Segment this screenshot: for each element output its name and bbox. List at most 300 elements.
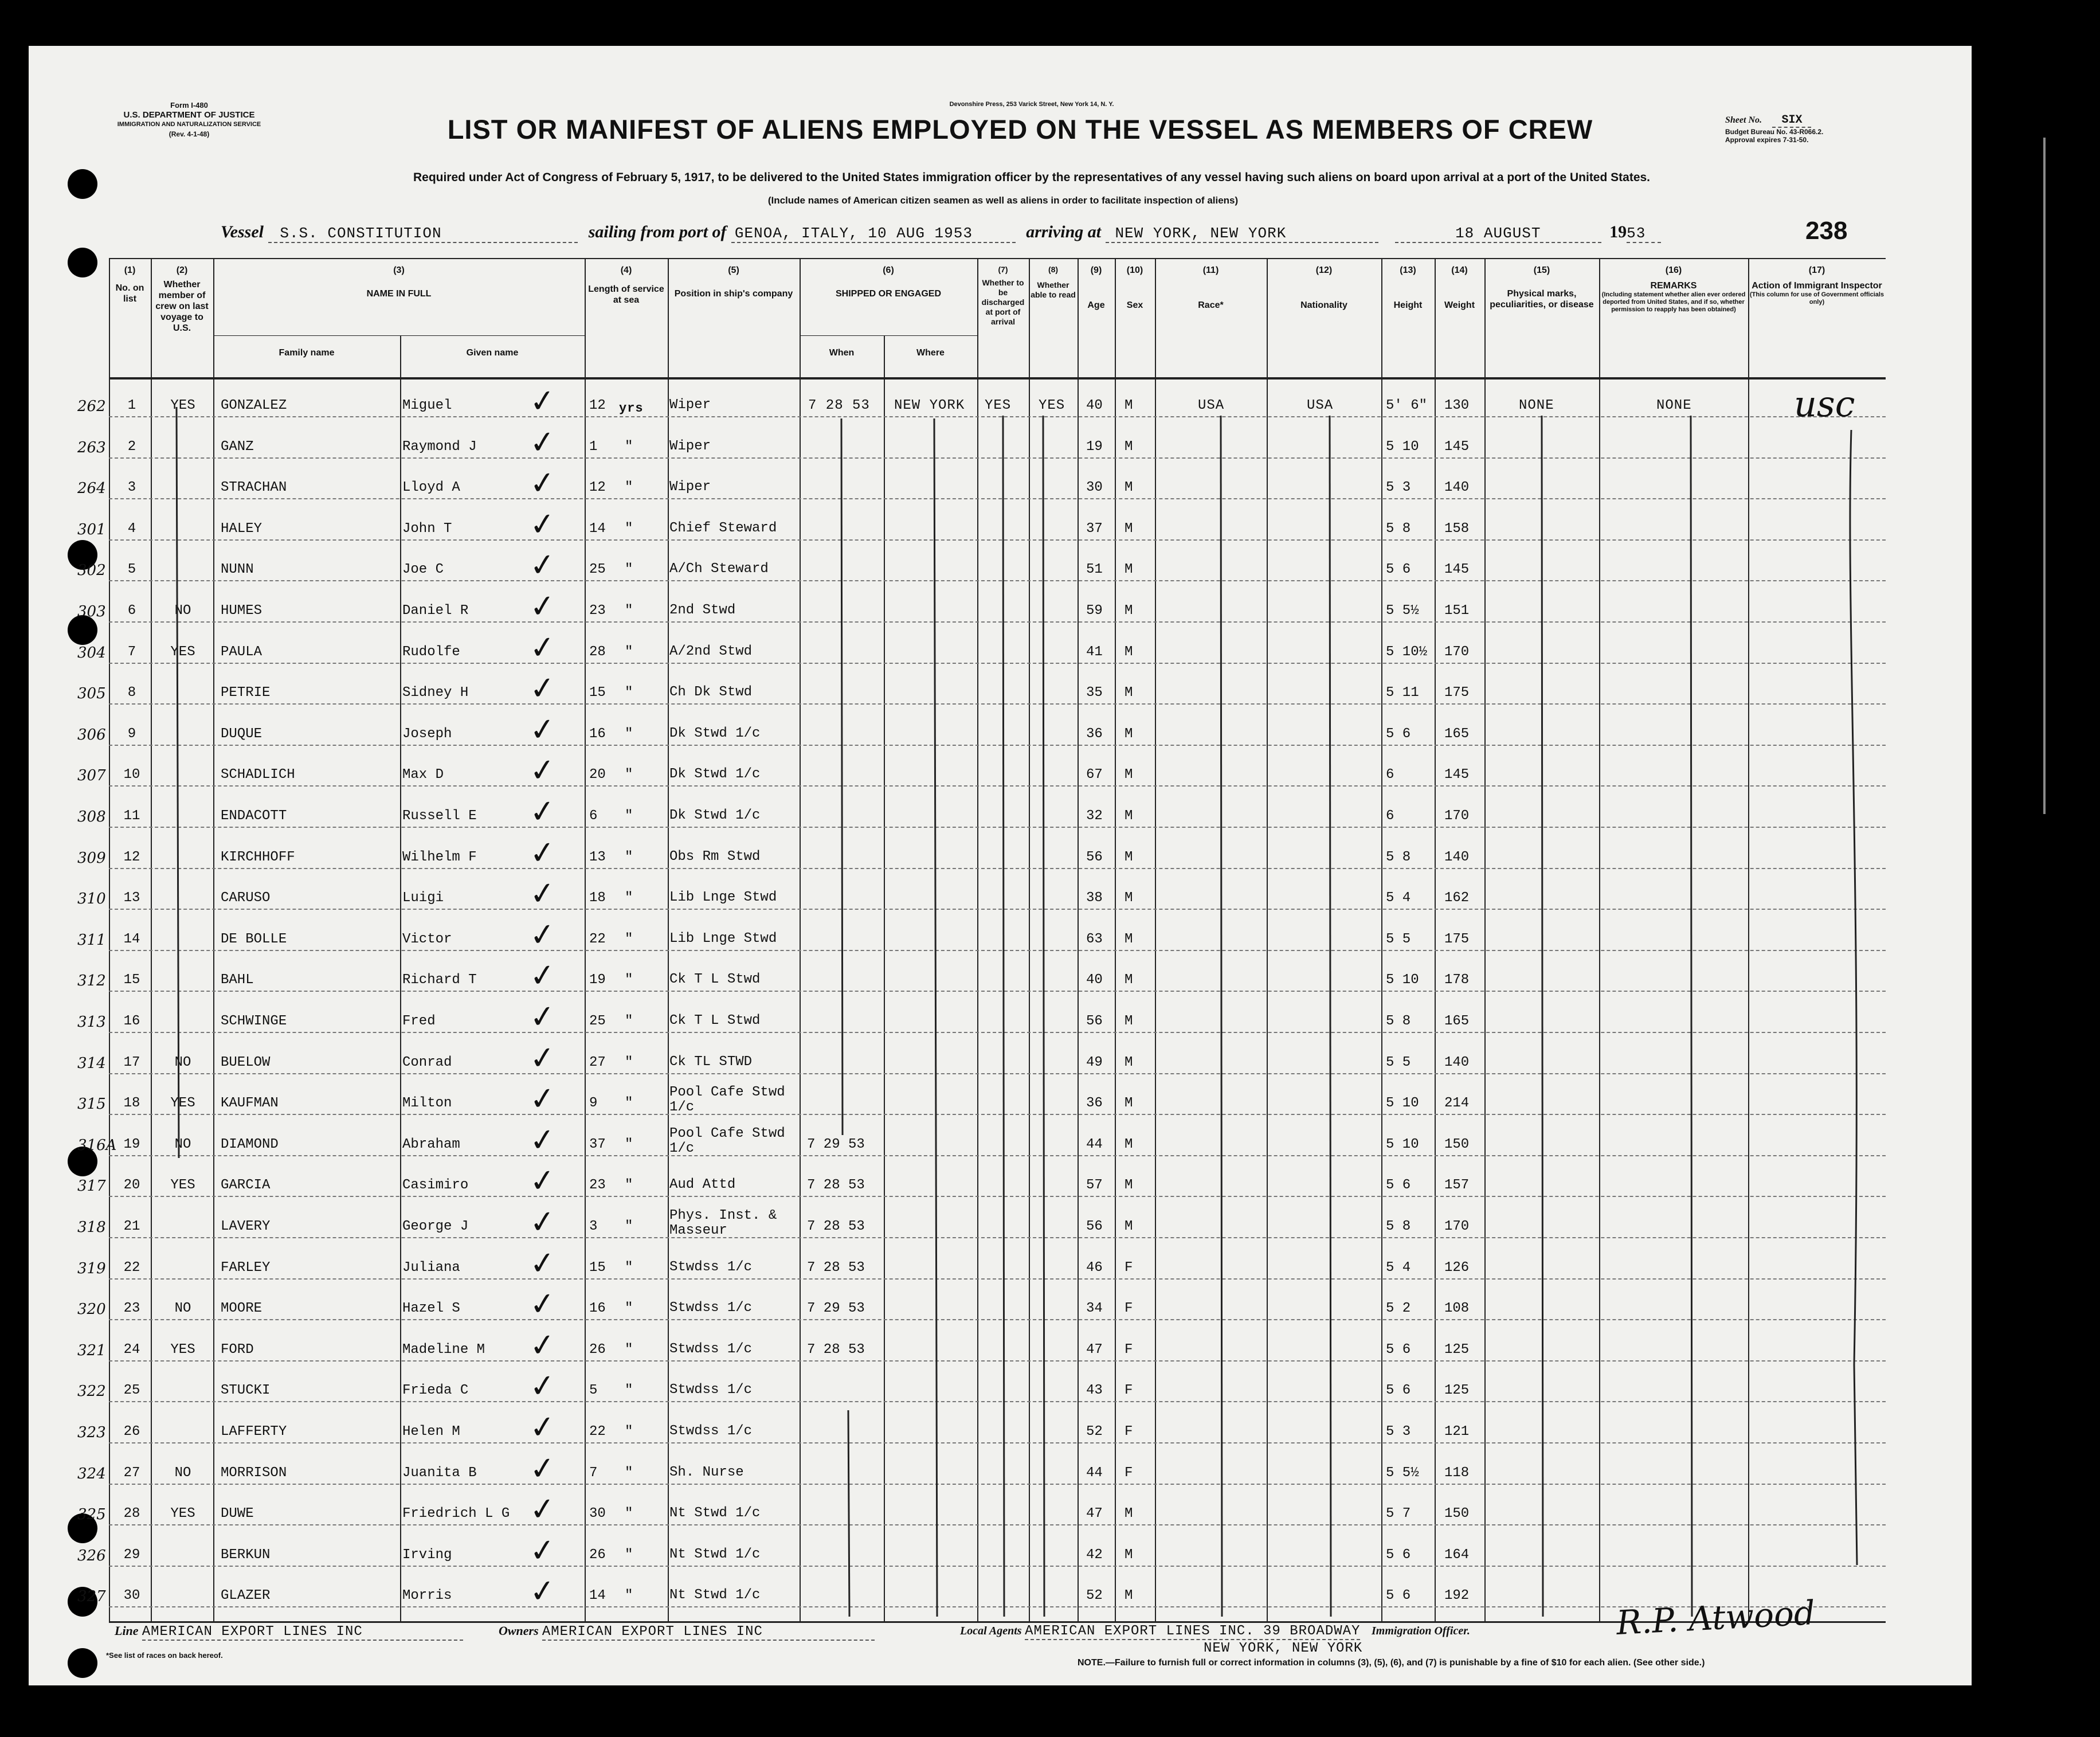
arrival-year: 53 — [1627, 225, 1661, 243]
cell-family: DUWE — [221, 1506, 254, 1522]
cell-service: 22 — [589, 931, 606, 947]
cell-crew: YES — [170, 1506, 195, 1522]
sheet-label: Sheet No. — [1725, 115, 1762, 125]
col-12-header: (12) Nationality — [1300, 265, 1347, 310]
cell-height: 5 6 — [1386, 562, 1411, 578]
cell-family: MOORE — [221, 1301, 262, 1317]
cell-given: Fred — [402, 1014, 436, 1029]
cell-ref: 305 — [77, 685, 106, 703]
cell-family: DIAMOND — [221, 1136, 279, 1152]
cell-no: 19 — [123, 1136, 140, 1152]
cell-height: 5 10 — [1386, 972, 1419, 988]
cell-crew: NO — [174, 1136, 191, 1152]
cell-given: Sidney H — [402, 685, 469, 701]
cell-age: 40 — [1086, 398, 1103, 413]
col-6-header: (6) SHIPPED OR ENGAGED — [835, 265, 942, 299]
cell-given: Joe C — [402, 562, 444, 578]
cell-height: 5 10 — [1386, 1136, 1419, 1152]
ditto-mark: " — [625, 972, 633, 988]
cell-service: 30 — [589, 1506, 606, 1522]
cell-sex: M — [1125, 767, 1133, 783]
checkmark-icon: ✓ — [527, 792, 558, 831]
checkmark-icon: ✓ — [527, 1325, 558, 1364]
checkmark-icon: ✓ — [527, 751, 558, 790]
ditto-mark: " — [625, 562, 633, 578]
cell-ref: 310 — [77, 890, 106, 908]
ditto-mark: " — [625, 1424, 633, 1439]
cell-height: 5 3 — [1386, 1424, 1411, 1439]
cell-weight: 140 — [1444, 849, 1470, 865]
cell-no: 27 — [123, 1465, 140, 1481]
form-title: LIST OR MANIFEST OF ALIENS EMPLOYED ON THE VESSEL AS MEMBERS OF CREW — [447, 114, 1593, 144]
cell-ref: 312 — [77, 972, 106, 990]
cell-given: Helen M — [402, 1424, 460, 1439]
officer-label: Immigration Officer. — [1372, 1625, 1470, 1637]
checkmark-icon: ✓ — [527, 381, 558, 421]
cell-family: BUELOW — [221, 1054, 271, 1070]
cell-ref: 303 — [77, 603, 106, 620]
col-16-header: (16) REMARKS (Including statement whether alien ever ordered deported from United States, and if so, whether permission to reapply has been obtained) — [1601, 265, 1746, 313]
given-name-header: Given name — [466, 348, 519, 358]
cell-family: SCHADLICH — [221, 767, 295, 783]
agency-name: U.S. DEPARTMENT OF JUSTICE — [123, 110, 255, 120]
ditto-stroke-crew — [177, 407, 179, 1158]
first-race: USA — [1198, 398, 1225, 413]
cell-no: 26 — [123, 1424, 140, 1439]
cell-ref: 325 — [77, 1506, 106, 1524]
cell-height: 5 6 — [1386, 1341, 1411, 1357]
cell-crew: YES — [170, 1096, 195, 1112]
checkmark-icon: ✓ — [527, 1038, 558, 1077]
vessel-name: S.S. CONSTITUTION — [268, 225, 578, 243]
ditto-mark: " — [625, 1136, 633, 1152]
ditto-mark: " — [625, 1547, 633, 1563]
cell-family: LAFFERTY — [221, 1424, 287, 1439]
cell-sex: M — [1125, 1096, 1133, 1112]
cell-height: 5 3 — [1386, 480, 1411, 496]
cell-given: Wilhelm F — [402, 849, 477, 865]
cell-age: 57 — [1086, 1177, 1103, 1194]
cell-sex: M — [1125, 644, 1133, 660]
cell-age: 38 — [1086, 890, 1103, 906]
cell-height: 5 4 — [1386, 890, 1411, 906]
cell-height: 5 6 — [1386, 1588, 1411, 1604]
budget-bureau: Budget Bureau No. 43-R066.2. — [1725, 128, 1824, 136]
ditto-stroke-when-2 — [848, 1410, 849, 1617]
cell-service: 23 — [589, 603, 606, 619]
checkmark-icon: ✓ — [527, 1572, 558, 1611]
cell-service: 18 — [589, 890, 606, 906]
cell-weight: 165 — [1444, 726, 1470, 742]
cell-sex: M — [1125, 808, 1133, 824]
cell-age: 36 — [1086, 726, 1103, 742]
cell-no: 13 — [123, 890, 140, 906]
ditto-mark: " — [625, 1259, 633, 1276]
cell-age: 59 — [1086, 603, 1103, 619]
cell-ref: 315 — [77, 1096, 106, 1113]
cell-no: 14 — [123, 931, 140, 947]
agents-label: Local Agents — [960, 1625, 1022, 1637]
col-10-header: (10) Sex — [1126, 265, 1143, 310]
cell-position: Sh. Nurse — [669, 1464, 744, 1480]
cell-given: George J — [402, 1219, 469, 1234]
cell-height: 6 — [1386, 808, 1394, 824]
cell-ref: 306 — [77, 726, 106, 744]
cell-position: Obs Rm Stwd — [669, 848, 761, 864]
cell-age: 47 — [1086, 1506, 1103, 1522]
cell-family: KIRCHHOFF — [221, 849, 295, 865]
cell-position: Stwdss 1/c — [669, 1259, 753, 1275]
ditto-mark: " — [625, 1383, 633, 1399]
cell-position: Wiper — [669, 438, 711, 454]
cell-no: 1 — [127, 398, 136, 413]
cell-crew: YES — [170, 644, 195, 660]
cell-ref: 326 — [77, 1547, 106, 1564]
cell-height: 5 6 — [1386, 726, 1411, 742]
cell-family: GANZ — [221, 439, 254, 455]
cell-no: 18 — [123, 1096, 140, 1112]
cell-service: 9 — [589, 1096, 598, 1112]
cell-position: Pool Cafe Stwd 1/c — [669, 1085, 785, 1116]
col-1-header: (1) No. on list — [115, 265, 144, 304]
cell-sex: M — [1125, 562, 1133, 578]
ditto-mark: " — [625, 931, 633, 947]
cell-given: Raymond J — [402, 439, 477, 455]
ditto-mark: " — [625, 1177, 633, 1194]
line-label: Line — [115, 1623, 139, 1638]
cell-position: Stwdss 1/c — [669, 1300, 753, 1316]
cell-service: 23 — [589, 1177, 606, 1194]
cell-height: 5 5 — [1386, 1054, 1411, 1070]
cell-height: 5 11 — [1386, 685, 1419, 701]
checkmark-icon: ✓ — [527, 668, 558, 708]
cell-no: 23 — [123, 1301, 140, 1317]
cell-no: 17 — [123, 1054, 140, 1070]
cell-ref: 263 — [77, 439, 106, 456]
first-able-to-read: YES — [1039, 398, 1065, 413]
ditto-mark: " — [625, 1014, 633, 1029]
cell-ref: 302 — [77, 562, 106, 580]
cell-position: Dk Stwd 1/c — [669, 725, 761, 741]
cell-weight: 214 — [1444, 1096, 1470, 1112]
checkmark-icon: ✓ — [527, 1407, 558, 1447]
line-name: AMERICAN EXPORT LINES INC — [142, 1624, 463, 1641]
checkmark-icon: ✓ — [527, 1202, 558, 1242]
ditto-mark: " — [625, 890, 633, 906]
cell-ref: 262 — [77, 398, 106, 415]
footer-owners — [499, 1623, 875, 1641]
cell-height: 6 — [1386, 767, 1394, 783]
cell-sex: F — [1125, 1383, 1133, 1399]
cell-given: Madeline M — [402, 1341, 485, 1357]
cell-height: 5 8 — [1386, 1219, 1411, 1234]
cell-weight: 125 — [1444, 1383, 1470, 1399]
cell-sex: M — [1125, 398, 1133, 413]
cell-weight: 162 — [1444, 890, 1470, 906]
cell-when: 7 28 53 — [807, 1177, 865, 1194]
cell-height: 5 10½ — [1386, 644, 1428, 660]
cell-no: 30 — [123, 1588, 140, 1604]
owners-label: Owners — [499, 1623, 539, 1638]
cell-crew: NO — [174, 1465, 191, 1481]
margin-mark — [2043, 138, 2046, 814]
cell-weight: 130 — [1444, 398, 1470, 413]
col-17-header: (17) Action of Immigrant Inspector (This column for use of Government officials only) — [1749, 265, 1884, 306]
cell-ref: 314 — [77, 1054, 106, 1072]
ditto-stroke-where — [934, 418, 937, 1617]
ditto-mark: " — [625, 1506, 633, 1522]
cell-age: 52 — [1086, 1424, 1103, 1439]
cell-given: Joseph — [402, 726, 452, 742]
cell-age: 51 — [1086, 562, 1103, 578]
first-shipped-where: NEW YORK — [894, 398, 965, 413]
cell-age: 63 — [1086, 931, 1103, 947]
col-7-header: (7) Whether to be discharged at port of arrival — [981, 265, 1025, 326]
cell-service: 19 — [589, 972, 606, 988]
cell-position: Aud Attd — [669, 1177, 736, 1193]
cell-family: BERKUN — [221, 1547, 271, 1563]
col-4-header: (4) Length of service at sea — [588, 265, 664, 305]
cell-ref: 313 — [77, 1014, 106, 1031]
cell-family: CARUSO — [221, 890, 271, 906]
cell-position: Lib Lnge Stwd — [669, 890, 777, 906]
cell-no: 16 — [123, 1014, 140, 1029]
cell-no: 15 — [123, 972, 140, 988]
cell-position: Phys. Inst. & Masseur — [669, 1208, 777, 1238]
cell-sex: F — [1125, 1424, 1133, 1439]
cell-family: STRACHAN — [221, 480, 287, 496]
cell-weight: 170 — [1444, 1219, 1470, 1234]
cell-given: Russell E — [402, 808, 477, 824]
form-subnote: (Include names of American citizen seamen as well as aliens in order to facilitate inspection of aliens) — [767, 195, 1239, 206]
arriving-label: arriving at — [1026, 222, 1102, 241]
cell-crew: YES — [170, 398, 195, 413]
ditto-mark: " — [625, 1588, 633, 1604]
cell-age: 34 — [1086, 1301, 1103, 1317]
cell-given: Hazel S — [402, 1301, 460, 1317]
cell-service: 3 — [589, 1219, 598, 1234]
form-revision: (Rev. 4-1-48) — [169, 130, 210, 138]
cell-no: 9 — [127, 726, 136, 742]
cell-weight: 175 — [1444, 685, 1470, 701]
cell-ref: 327 — [77, 1588, 106, 1606]
cell-height: 5 5 — [1386, 931, 1411, 947]
cell-position: Chief Steward — [669, 520, 777, 536]
cell-given: Milton — [402, 1096, 452, 1112]
cell-weight: 118 — [1444, 1465, 1470, 1481]
cell-sex: F — [1125, 1301, 1133, 1317]
cell-crew: NO — [174, 1054, 191, 1070]
cell-no: 11 — [123, 808, 140, 824]
cell-position: Wiper — [669, 397, 711, 413]
cell-no: 22 — [123, 1259, 140, 1276]
col-2-header: (2) Whether member of crew on last voyage to U.S. — [155, 265, 209, 333]
cell-weight: 157 — [1444, 1177, 1470, 1194]
cell-position: Lib Lnge Stwd — [669, 930, 777, 946]
cell-family: DE BOLLE — [221, 931, 287, 947]
cell-age: 43 — [1086, 1383, 1103, 1399]
checkmark-icon: ✓ — [527, 1243, 558, 1282]
cell-age: 35 — [1086, 685, 1103, 701]
cell-ref: 318 — [77, 1219, 106, 1236]
cell-position: Nt Stwd 1/c — [669, 1546, 761, 1562]
cell-given: Conrad — [402, 1054, 452, 1070]
cell-position: Nt Stwd 1/c — [669, 1505, 761, 1521]
cell-age: 32 — [1086, 808, 1103, 824]
cell-age: 67 — [1086, 767, 1103, 783]
cell-family: FORD — [221, 1341, 254, 1357]
cell-crew: YES — [170, 1177, 195, 1194]
checkmark-icon: ✓ — [527, 956, 558, 995]
cell-sex: M — [1125, 521, 1133, 537]
cell-position: Ch Dk Stwd — [669, 684, 753, 701]
checkmark-icon: ✓ — [527, 463, 558, 503]
cell-ref: 264 — [77, 480, 106, 498]
checkmark-icon: ✓ — [527, 1489, 558, 1529]
cell-position: 2nd Stwd — [669, 603, 736, 618]
where-header: Where — [916, 348, 945, 358]
year-prefix: 19 — [1609, 222, 1627, 241]
cell-family: GLAZER — [221, 1588, 271, 1604]
vessel-label: Vessel — [221, 222, 264, 241]
cell-sex: M — [1125, 439, 1133, 455]
cell-service: 13 — [589, 849, 606, 865]
cell-sex: M — [1125, 1177, 1133, 1194]
ditto-mark: " — [625, 767, 633, 783]
ditto-mark: " — [625, 849, 633, 865]
manifest-sheet — [29, 46, 1972, 1685]
cell-age: 19 — [1086, 439, 1103, 455]
when-header: When — [829, 348, 855, 358]
cell-ref: 316A — [77, 1136, 117, 1154]
cell-weight: 150 — [1444, 1136, 1470, 1152]
cell-height: 5 5½ — [1386, 1465, 1419, 1481]
arrival-port: NEW YORK, NEW YORK — [1106, 225, 1378, 243]
cell-age: 41 — [1086, 644, 1103, 660]
cell-when: 7 29 53 — [807, 1301, 865, 1317]
cell-service: 14 — [589, 1588, 606, 1604]
form-subtitle: Required under Act of Congress of February 5, 1917, to be delivered to the United States immigration officer by the representatives of any vessel having such aliens on board upon arrival at a port of the United States. — [413, 171, 1651, 184]
cell-height: 5 10 — [1386, 439, 1419, 455]
cell-weight: 165 — [1444, 1014, 1470, 1029]
cell-no: 20 — [123, 1177, 140, 1194]
cell-no: 7 — [127, 644, 136, 660]
cell-service: 15 — [589, 1259, 606, 1276]
ditto-mark: " — [625, 480, 633, 496]
cell-age: 37 — [1086, 521, 1103, 537]
col-8-header: (8) Whether able to read — [1031, 265, 1076, 299]
ditto-mark: " — [625, 726, 633, 742]
cell-ref: 322 — [77, 1383, 106, 1400]
cell-family: SCHWINGE — [221, 1014, 287, 1029]
cell-family: FARLEY — [221, 1259, 271, 1276]
cell-given: Morris — [402, 1588, 452, 1604]
cell-height: 5 8 — [1386, 1014, 1411, 1029]
first-shipped-when: 7 28 53 — [808, 398, 870, 413]
cell-ref: 308 — [77, 808, 106, 826]
cell-crew: NO — [174, 603, 191, 619]
ditto-stroke-race — [1221, 416, 1222, 1617]
checkmark-icon: ✓ — [527, 1449, 558, 1488]
cell-given: Friedrich L G — [402, 1506, 510, 1522]
cell-family: PAULA — [221, 644, 262, 660]
cell-weight: 175 — [1444, 931, 1470, 947]
cell-age: 56 — [1086, 849, 1103, 865]
cell-position: Dk Stwd 1/c — [669, 808, 761, 823]
form-number: Form I-480 — [170, 101, 208, 109]
sailing-label: sailing from port of — [588, 222, 727, 241]
cell-sex: M — [1125, 972, 1133, 988]
officer-signature: R.P. Atwood — [1615, 1593, 1816, 1643]
cell-family: GONZALEZ — [221, 398, 287, 413]
agency-service: IMMIGRATION AND NATURALIZATION SERVICE — [117, 121, 261, 128]
service-unit: yrs — [619, 401, 644, 416]
cell-position: A/2nd Stwd — [669, 643, 753, 659]
ditto-mark: " — [625, 685, 633, 701]
family-name-header: Family name — [279, 348, 335, 358]
cell-position: Stwdss 1/c — [669, 1382, 753, 1398]
cell-given: Irving — [402, 1547, 452, 1563]
cell-weight: 126 — [1444, 1259, 1470, 1276]
col-14-header: (14) Weight — [1444, 265, 1475, 310]
cell-service: 12 — [589, 480, 606, 496]
cell-sex: M — [1125, 685, 1133, 701]
cell-when: 7 28 53 — [807, 1341, 865, 1357]
cell-weight: 108 — [1444, 1301, 1470, 1317]
cell-service: 28 — [589, 644, 606, 660]
cell-service: 14 — [589, 521, 606, 537]
cell-weight: 151 — [1444, 603, 1470, 619]
cell-family: GARCIA — [221, 1177, 271, 1194]
cell-family: STUCKI — [221, 1383, 271, 1399]
cell-age: 30 — [1086, 480, 1103, 496]
ditto-stroke-nationality — [1330, 416, 1331, 1617]
cell-position: Ck T L Stwd — [669, 972, 761, 988]
cell-height: 5 6 — [1386, 1547, 1411, 1563]
sailing-port: GENOA, ITALY, 10 AUG 1953 — [731, 225, 1016, 243]
footer-line — [115, 1623, 463, 1641]
cell-no: 25 — [123, 1383, 140, 1399]
agents-name: AMERICAN EXPORT LINES INC. 39 BROADWAY — [1025, 1623, 1361, 1639]
cell-when: 7 28 53 — [807, 1219, 865, 1234]
ditto-mark: " — [625, 603, 633, 619]
cell-ref: 309 — [77, 849, 106, 867]
cell-service: 7 — [589, 1465, 598, 1481]
inspector-initials: usc — [1794, 383, 1855, 425]
cell-family: HALEY — [221, 521, 262, 537]
cell-service: 22 — [589, 1424, 606, 1439]
cell-no: 24 — [123, 1341, 140, 1357]
cell-no: 4 — [127, 521, 136, 537]
cell-no: 3 — [127, 480, 136, 496]
cell-given: Juliana — [402, 1259, 460, 1276]
ditto-stroke-discharged — [1003, 416, 1004, 1617]
checkmark-icon: ✓ — [527, 833, 558, 872]
cell-ref: 317 — [77, 1177, 106, 1195]
cell-height: 5 2 — [1386, 1301, 1411, 1317]
cell-family: ENDACOTT — [221, 808, 287, 824]
penalty-note: NOTE.—Failure to furnish full or correct information in columns (3), (5), (6), and (7) is punishable by a fine of $10 for each alien. (See other side.) — [1078, 1658, 1705, 1668]
checkmark-icon: ✓ — [527, 915, 558, 954]
cell-age: 44 — [1086, 1136, 1103, 1152]
col-5-header: (5) Position in ship's company — [674, 265, 793, 299]
cell-service: 20 — [589, 767, 606, 783]
sheet-number: SIX — [1772, 114, 1811, 128]
checkmark-icon: ✓ — [527, 1120, 558, 1159]
ditto-mark: " — [625, 439, 633, 455]
cell-age: 42 — [1086, 1547, 1103, 1563]
col-3-header: (3) NAME IN FULL — [366, 265, 432, 299]
